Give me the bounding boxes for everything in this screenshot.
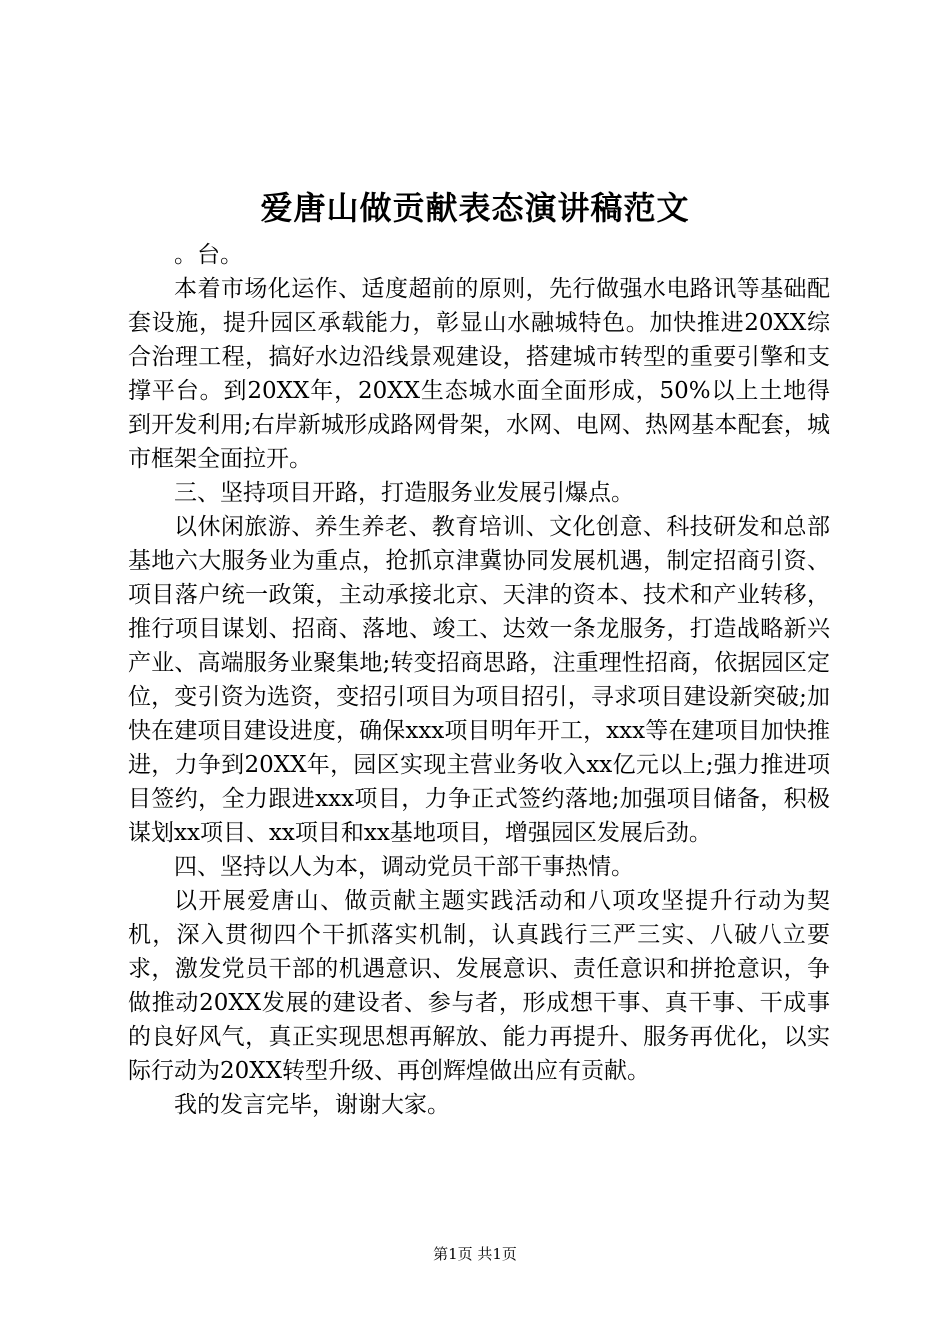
document-body <box>128 238 830 1122</box>
page-footer: 第1页 共1页 <box>433 1245 517 1263</box>
paragraph: 。台。 <box>174 242 243 268</box>
document-title: 爱唐山做贡献表态演讲稿范文 <box>260 189 690 227</box>
paragraph: 以休闲旅游、养生养老、教育培训、文化创意、科技研发和总部基地六大服务业为重点，抢抓京津冀协同发展机遇，制定招商引资、项目落户统一政策，主动承接北京、天津的资本、技术和产业转移，推行项目谋划、招商、落地、竣工、达效一条龙服务，打造战略新兴产业、高端服务业聚集地;转变招商思路，注重理性招商，依据园区定位，变引资为选资，变招引项目为项目招引，寻求项目建设新突破;加快在建项目建设进度，确保xxx项目明年开工，xxx等在建项目加快推进，力争到20XX年，园区实现主营业务收入xx亿元以上;强力推进项目签约，全力跟进xxx项目，力争正式签约落地;加强项目储备，积极谋划xx项目、xx项目和xx基地项目，增强园区发展后劲。 <box>128 514 830 846</box>
section-heading: 三、坚持项目开路，打造服务业发展引爆点。 <box>174 480 634 506</box>
closing-remark: 我的发言完毕，谢谢大家。 <box>174 1092 450 1118</box>
paragraph: 本着市场化运作、适度超前的原则，先行做强水电路讯等基础配套设施，提升园区承载能力，彰显山水融城特色。加快推进20XX综合治理工程，搞好水边沿线景观建设，搭建城市转型的重要引擎和支撑平台。到20XX年，20XX生态城水面全面形成，50%以上土地得到开发利用;右岸新城形成路网骨架，水网、电网、热网基本配套，城市框架全面拉开。 <box>128 276 830 472</box>
paragraph: 以开展爱唐山、做贡献主题实践活动和八项攻坚提升行动为契机，深入贯彻四个干抓落实机制，认真践行三严三实、八破八立要求，激发党员干部的机遇意识、发展意识、责任意识和拼抢意识，争做推动20XX发展的建设者、参与者，形成想干事、真干事、干成事的良好风气，真正实现思想再解放、能力再提升、服务再优化，以实际行动为20XX转型升级、再创辉煌做出应有贡献。 <box>128 888 830 1084</box>
section-heading: 四、坚持以人为本，调动党员干部干事热情。 <box>174 854 634 880</box>
